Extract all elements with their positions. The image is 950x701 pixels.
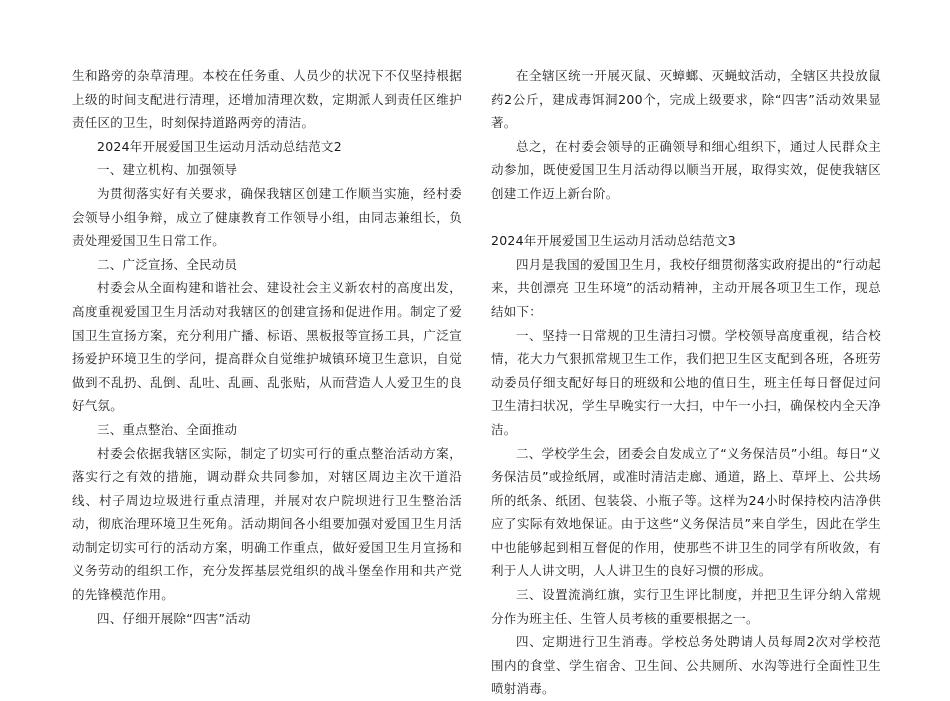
left-paragraph-4: 村委会依据我辖区实际，制定了切实可行的重点整治活动方案，落实行之有效的措施，调动群众共同参加，对辖区周边主次干道沿线、村子周边垃圾进行重点清理，并展对农户院坝进行卫生整治活动，彻底治理环境卫生死角。活动期间各小组要加强对爱国卫生月活动制定切实可行的活动方案，明确工作重点，做好爱国卫生月宣扬和义务劳动的组织工作，充分发挥基层党组织的战斗堡垒作用和共产党的先锋模范作用。 [72, 445, 462, 603]
paragraph-gap [491, 206, 881, 230]
left-paragraph-3: 村委会从全面构建和谐社会、建设社会主义新农村的高度出发，高度重视爱国卫生月活动对我辖区的创建宣扬和促进作用。制定了爱国卫生宣扬方案，充分利用广播、标语、黑板报等宣扬工具，广泛宣扬爱护环境卫生的学问，提高群众自觉维护城镇环境卫生意识，自觉做到不乱扔、乱倒、乱吐、乱画、乱张贴，从而营造人人爱卫生的良好气氛。 [72, 280, 462, 414]
section-title-2: 2024年开展爱国卫生运动月活动总结范文2 [97, 138, 343, 154]
section-heading-4: 四、仔细开展除“四害”活动 [97, 610, 251, 626]
right-paragraph-7: 四、定期进行卫生消毒。学校总务处聘请人员每周2次对学校范围内的食堂、学生宿舍、卫生间、公共厕所、水沟等进行全面性卫生喷射消毒。 [491, 634, 881, 697]
section-heading-1: 一、建立机构、加强领导 [97, 162, 238, 178]
section-title-3: 2024年开展爱国卫生运动月活动总结范文3 [491, 233, 737, 249]
right-paragraph-3: 四月是我国的爱国卫生月，我校仔细贯彻落实政府提出的“行动起来，共创漂亮 卫生环境”的活动精神，主动开展各项卫生工作，现总结如下： [491, 256, 881, 319]
right-column [491, 64, 881, 701]
left-paragraph-1: 生和路旁的杂草清理。本校在任务重、人员少的状况下不仅坚持根据上级的时间支配进行清理，还增加清理次数，定期派人到责任区维护责任区的卫生，时刻保持道路两旁的清洁。 [72, 68, 462, 131]
left-column [72, 64, 462, 630]
section-heading-2: 二、广泛宣扬、全民动员 [97, 256, 238, 272]
left-paragraph-2: 为贯彻落实好有关要求，确保我辖区创建工作顺当实施，经村委会领导小组争辩，成立了健康教育工作领导小组，由同志兼组长，负责处理爱国卫生日常工作。 [72, 185, 462, 249]
right-paragraph-1: 在全辖区统一开展灭鼠、灭蟑螂、灭蝇蚊活动，全辖区共投放鼠药2公斤，建成毒饵洞200个，完成上级要求，除“四害”活动效果显著。 [491, 68, 881, 131]
right-paragraph-2: 总之，在村委会领导的正确领导和细心组织下，通过人民群众主动参加，既使爱国卫生月活动得以顺当开展，取得实效，促使我辖区创建工作迈上新台阶。 [491, 138, 881, 201]
section-heading-3: 三、重点整治、全面推动 [97, 421, 238, 437]
right-paragraph-5: 二、学校学生会，团委会自发成立了“义务保洁员”小组。每日“义务保洁员”或捡纸屑，或准时清洁走廊、通道，路上、草坪上、公共场所的纸条、纸团、包装袋、小瓶子等。这样为24小时保持校内洁净供应了实际有效地保证。由于这些“义务保洁员”来自学生，因此在学生中也能够起到相互督促的作用，使那些不讲卫生的同学有所收敛，有利于人人讲文明，人人讲卫生的良好习惯的形成。 [491, 445, 881, 579]
right-paragraph-4: 一、坚持一日常规的卫生清扫习惯。学校领导高度重视，结合校情，花大力气狠抓常规卫生工作，我们把卫生区支配到各班，各班劳动委员仔细支配好每日的班级和公地的值日生，班主任每日督促过问卫生清扫状况，学生早晚实行一大扫，中午一小扫，确保校内全天净洁。 [491, 327, 881, 437]
right-paragraph-6: 三、设置流淌红旗，实行卫生评比制度，并把卫生评分纳入常规分作为班主任、生管人员考核的重要根据之一。 [491, 587, 881, 626]
